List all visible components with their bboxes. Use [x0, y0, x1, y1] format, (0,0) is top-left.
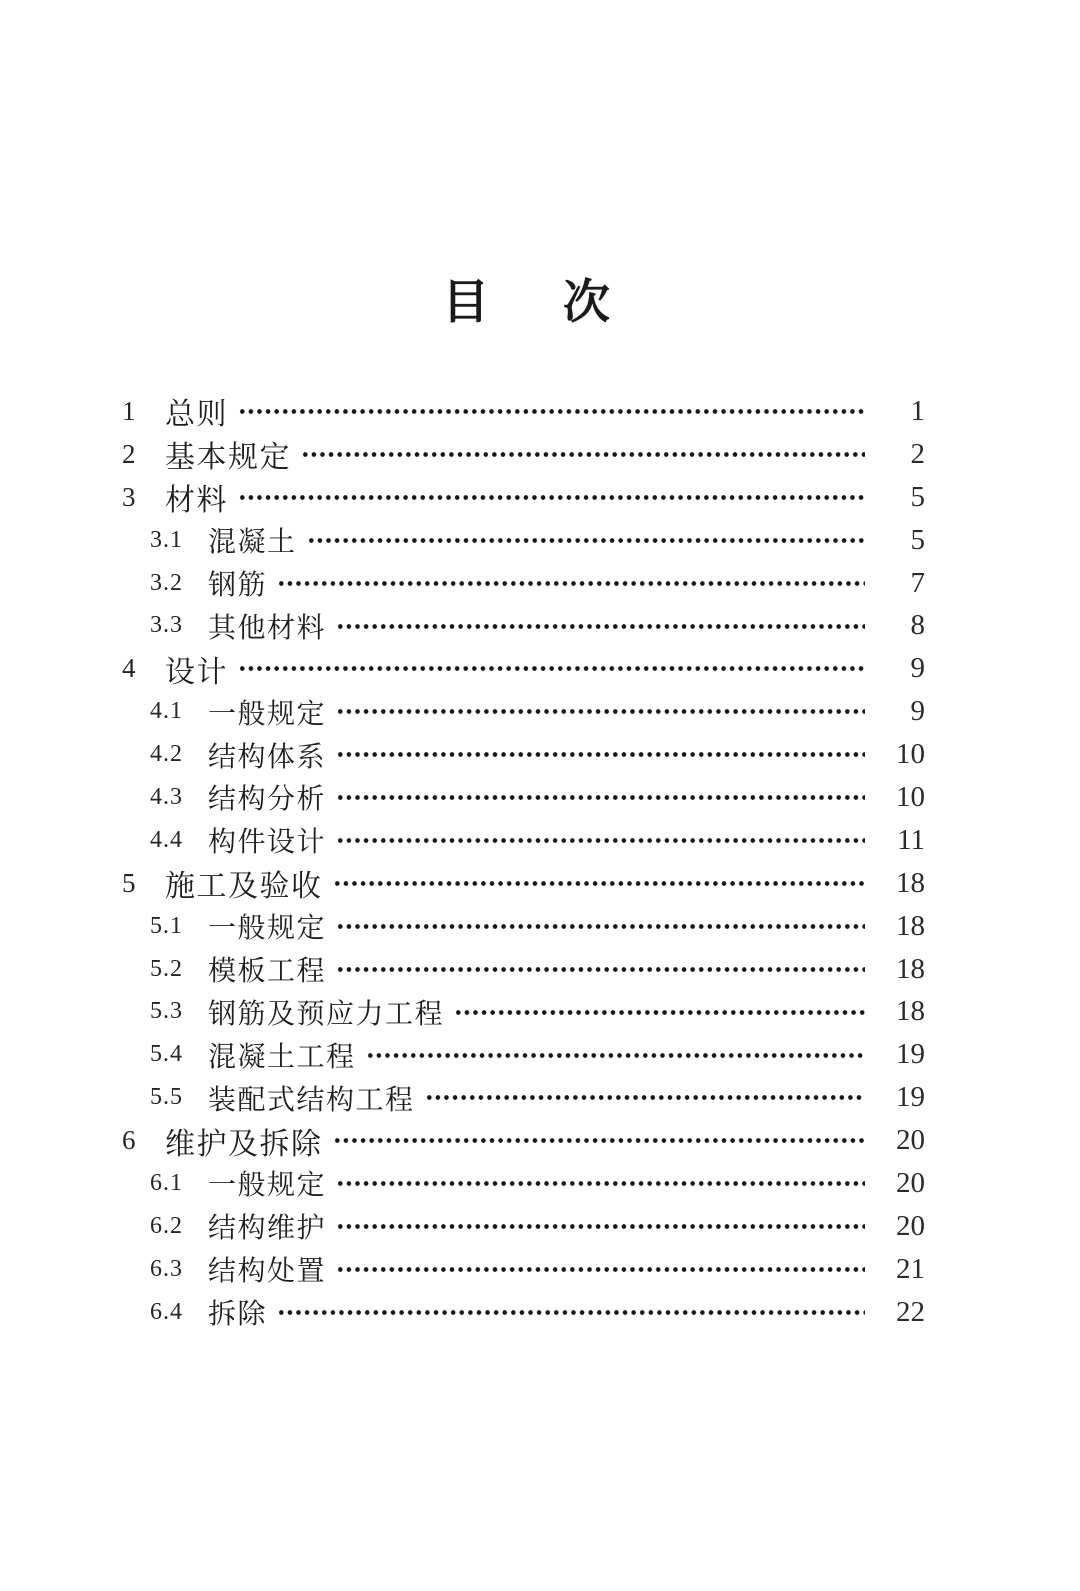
toc-entry-label: 基本规定 [165, 441, 291, 475]
toc-entry-page-number: 7 [910, 566, 925, 599]
dotted-leader [454, 990, 865, 1033]
toc-entry-label: 装配式结构工程 [208, 1084, 415, 1116]
dotted-leader [336, 776, 865, 819]
toc-entry-page-number: 20 [896, 1209, 925, 1242]
toc-entry [0, 1205, 1080, 1248]
toc-entry-number: 1 [122, 395, 137, 426]
toc-entry-label: 混凝土 [208, 527, 297, 559]
toc-entry-page-number: 20 [896, 1166, 925, 1199]
toc-entry-label: 一般规定 [208, 913, 327, 945]
toc-entry-page-number: 18 [896, 952, 925, 985]
toc-entry-label: 结构体系 [208, 741, 327, 773]
toc-entry-number: 4.2 [150, 741, 183, 768]
toc-entry [0, 519, 1080, 562]
toc-entry-page-number: 21 [896, 1252, 925, 1285]
dotted-leader [307, 519, 865, 562]
toc-entry-page-number: 10 [896, 738, 925, 771]
toc-entry-number: 6 [122, 1125, 137, 1156]
toc-entry [0, 1248, 1080, 1291]
dotted-leader [366, 1033, 865, 1076]
toc-entry [0, 905, 1080, 948]
dotted-leader [336, 948, 865, 991]
toc-entry [0, 604, 1080, 647]
toc-entry-label: 构件设计 [208, 827, 327, 859]
toc-entry-number: 3.2 [150, 569, 183, 596]
toc-entry-number: 3.3 [150, 612, 183, 639]
toc-entry [0, 819, 1080, 862]
toc-entry-label: 结构分析 [208, 784, 327, 816]
toc-entry [0, 690, 1080, 733]
toc-entry-number: 4.4 [150, 826, 183, 853]
dotted-leader [238, 476, 865, 519]
toc-entry [0, 1162, 1080, 1205]
toc-entry [0, 948, 1080, 991]
toc-entry-page-number: 11 [897, 823, 925, 856]
toc-entry-page-number: 10 [896, 780, 925, 813]
toc-entry-label: 一般规定 [208, 698, 327, 730]
page-title: 目 次 [442, 277, 612, 329]
toc-entry [0, 433, 1080, 476]
toc-entry [0, 862, 1080, 905]
toc-entry-label: 维护及拆除 [165, 1127, 323, 1161]
dotted-leader [333, 862, 866, 905]
toc-entry [0, 390, 1080, 433]
dotted-leader [333, 1119, 866, 1162]
toc-entry-number: 4.3 [150, 783, 183, 810]
dotted-leader [336, 733, 865, 776]
dotted-leader [336, 819, 865, 862]
toc-entry-number: 6.4 [150, 1298, 183, 1325]
toc-entry-page-number: 18 [896, 866, 925, 899]
toc-entry-page-number: 5 [910, 523, 925, 556]
dotted-leader [301, 433, 865, 476]
toc-entry-page-number: 9 [910, 652, 925, 685]
toc-list [0, 390, 1080, 1334]
toc-entry-page-number: 1 [910, 394, 925, 427]
toc-entry-number: 5.2 [150, 955, 183, 982]
toc-entry-label: 其他材料 [208, 612, 327, 644]
toc-entry-page-number: 18 [896, 995, 925, 1028]
toc-entry-label: 施工及验收 [165, 870, 323, 904]
toc-entry-page-number: 22 [896, 1295, 925, 1328]
toc-entry-page-number: 8 [910, 609, 925, 642]
dotted-leader [238, 390, 865, 433]
toc-entry-label: 一般规定 [208, 1170, 327, 1202]
toc-entry-number: 6.2 [150, 1212, 183, 1239]
toc-entry [0, 1033, 1080, 1076]
dotted-leader [336, 604, 865, 647]
dotted-leader [336, 1205, 865, 1248]
dotted-leader [336, 1162, 865, 1205]
toc-entry [0, 1076, 1080, 1119]
dotted-leader [336, 690, 865, 733]
toc-entry-label: 混凝土工程 [208, 1041, 356, 1073]
toc-entry-number: 5 [122, 867, 137, 898]
toc-entry [0, 1291, 1080, 1334]
toc-entry-label: 模板工程 [208, 956, 327, 988]
toc-entry [0, 1119, 1080, 1162]
dotted-leader [336, 905, 865, 948]
toc-entry [0, 476, 1080, 519]
dotted-leader [425, 1076, 865, 1119]
toc-entry-label: 钢筋及预应力工程 [208, 998, 445, 1030]
toc-entry [0, 776, 1080, 819]
toc-entry-number: 5.3 [150, 998, 183, 1025]
dotted-leader [277, 562, 865, 605]
toc-entry-number: 6.1 [150, 1169, 183, 1196]
toc-entry-page-number: 19 [896, 1081, 925, 1114]
toc-entry-number: 4.1 [150, 698, 183, 725]
toc-entry-number: 5.1 [150, 912, 183, 939]
toc-entry-label: 总则 [165, 398, 228, 432]
toc-entry-number: 6.3 [150, 1255, 183, 1282]
document-page [0, 265, 1080, 1591]
toc-entry-number: 2 [122, 438, 137, 469]
toc-entry-label: 设计 [165, 655, 228, 689]
dotted-leader [238, 647, 865, 690]
toc-entry-page-number: 9 [910, 695, 925, 728]
dotted-leader [277, 1291, 865, 1334]
dotted-leader [336, 1248, 865, 1291]
toc-entry-label: 材料 [165, 484, 228, 518]
toc-entry-number: 5.4 [150, 1041, 183, 1068]
toc-entry-label: 结构维护 [208, 1213, 327, 1245]
toc-entry [0, 647, 1080, 690]
toc-entry-number: 4 [122, 653, 137, 684]
toc-entry-page-number: 20 [896, 1124, 925, 1157]
toc-entry-label: 结构处置 [208, 1256, 327, 1288]
toc-entry-number: 3 [122, 481, 137, 512]
toc-entry-number: 5.5 [150, 1084, 183, 1111]
toc-entry-page-number: 5 [910, 480, 925, 513]
toc-entry [0, 562, 1080, 605]
toc-entry-label: 拆除 [208, 1299, 268, 1331]
toc-entry-page-number: 18 [896, 909, 925, 942]
toc-entry [0, 733, 1080, 776]
toc-entry-page-number: 2 [910, 437, 925, 470]
toc-entry-label: 钢筋 [208, 570, 268, 601]
toc-entry-page-number: 19 [896, 1038, 925, 1071]
toc-entry-number: 3.1 [150, 526, 183, 553]
toc-entry [0, 990, 1080, 1033]
